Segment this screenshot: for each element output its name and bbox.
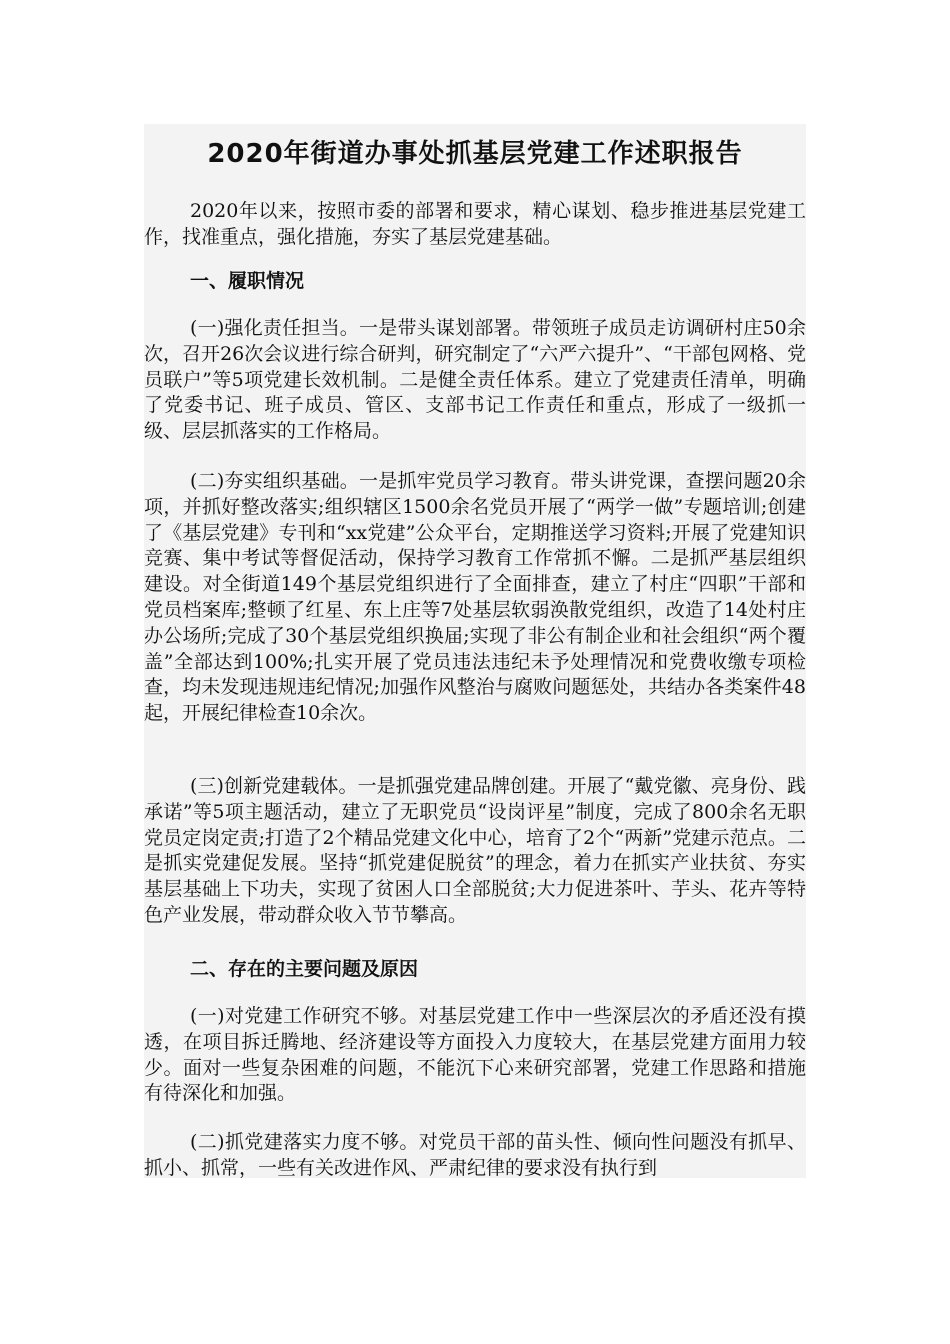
section-heading-problems: 二、存在的主要问题及原因 <box>190 958 419 980</box>
paragraph-implementation: (二)抓党建落实力度不够。对党员干部的苗头性、倾向性问题没有抓早、抓小、抓常，一些有关改进作风、严肃纪律的要求没有执行到 <box>144 1131 806 1178</box>
paragraph-organization: (二)夯实组织基础。一是抓牢党员学习教育。带头讲党课，查摆问题20余项，并抓好整改落实;组织辖区1500余名党员开展了“两学一做”专题培训;创建了《基层党建》专刊和“xx党建”公众平台，定期推送学习资料;开展了党建知识竞赛、集中考试等督促活动，保持学习教育工作常抓不懈。二是抓严基层组织建设。对全街道149个基层党组织进行了全面排查，建立了村庄“四职”干部和党员档案库;整顿了红星、东上庄等7处基层软弱涣散党组织，改造了14处村庄办公场所;完成了30个基层党组织换届;实现了非公有制企业和社会组织“两个覆盖”全部达到100%;扎实开展了党员违法违纪未予处理情况和党费收缴专项检查，均未发现违规违纪情况;加强作风整治与腐败问题惩处，共结办各类案件48起，开展纪律检查10余次。 <box>144 470 806 725</box>
document-page <box>144 124 806 1178</box>
intro-paragraph: 2020年以来，按照市委的部署和要求，精心谋划、稳步推进基层党建工作，找准重点，强化措施，夯实了基层党建基础。 <box>144 200 806 248</box>
paragraph-responsibility: (一)强化责任担当。一是带头谋划部署。带领班子成员走访调研村庄50余次，召开26次会议进行综合研判，研究制定了“六严六提升”、“干部包网格、党员联户”等5项党建长效机制。二是健全责任体系。建立了党建责任清单，明确了党委书记、班子成员、管区、支部书记工作责任和重点，形成了一级抓一级、层层抓落实的工作格局。 <box>144 317 806 443</box>
paragraph-research: (一)对党建工作研究不够。对基层党建工作中一些深层次的矛盾还没有摸透，在项目拆迁腾地、经济建设等方面投入力度较大，在基层党建方面用力较少。面对一些复杂困难的问题，不能沉下心来研究部署，党建工作思路和措施有待深化和加强。 <box>144 1005 806 1105</box>
section-heading-duties: 一、履职情况 <box>190 270 305 292</box>
document-title: 2020年街道办事处抓基层党建工作述职报告 <box>207 139 743 169</box>
paragraph-innovation: (三)创新党建载体。一是抓强党建品牌创建。开展了“戴党徽、亮身份、践承诺”等5项主题活动，建立了无职党员“设岗评星”制度，完成了800余名无职党员定岗定责;打造了2个精品党建文化中心，培育了2个“两新”党建示范点。二是抓实党建促发展。坚持“抓党建促脱贫”的理念，着力在抓实产业扶贫、夯实基层基础上下功夫，实现了贫困人口全部脱贫;大力促进茶叶、芋头、花卉等特色产业发展，带动群众收入节节攀高。 <box>144 775 806 926</box>
